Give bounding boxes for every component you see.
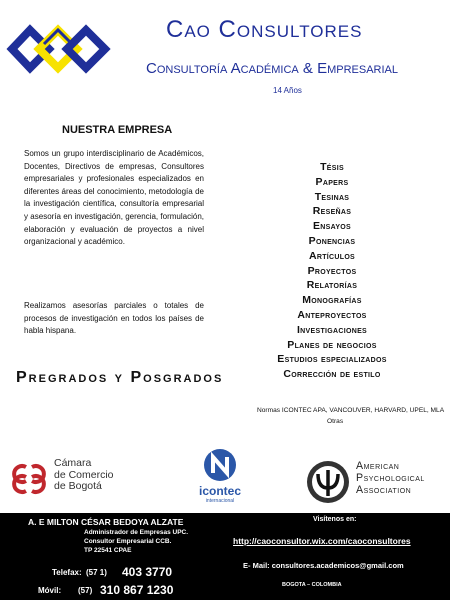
service-item: Ponencias	[308, 234, 356, 247]
contact-footer	[0, 513, 450, 600]
icontec-tagline: internacional	[205, 498, 235, 504]
service-item: Proyectos	[307, 264, 357, 277]
service-item: Artículos	[308, 249, 356, 262]
page-subtitle: Consultoría Académica & Empresarial	[146, 60, 398, 77]
movil-label: Móvil:	[38, 586, 62, 595]
telefax-label: Telefax:	[52, 568, 82, 577]
normas-text: Normas ICONTEC APA, VANCOUVER, HARVARD, UPEL, MLA	[257, 407, 445, 414]
service-item: Ensayos	[312, 220, 352, 233]
contact-license: TP 22541 CPAE	[84, 547, 132, 554]
icontec-emblem-icon	[203, 448, 237, 482]
city-text: BOGOTA – COLOMBIA	[282, 582, 342, 588]
apa-line: Association	[356, 484, 412, 496]
psi-emblem-icon	[306, 460, 350, 504]
grados-heading: Pregrados y Posgrados	[16, 369, 224, 386]
about-heading: NUESTRA EMPRESA	[62, 124, 173, 136]
ccb-line: de Bogotá	[54, 480, 102, 492]
contact-name: A. E MILTON CÉSAR BEDOYA ALZATE	[28, 517, 184, 527]
cao-logo-icon	[6, 16, 112, 82]
ccb-line: Cámara	[54, 457, 92, 469]
apa-line: Psychological	[356, 472, 425, 484]
contact-role-2: Consultor Empresarial CCB.	[84, 538, 172, 545]
ccb-line: de Comercio	[54, 468, 114, 481]
years-label: 14 Años	[273, 86, 302, 95]
ccb-emblem-icon	[8, 459, 50, 495]
service-item: Papers	[315, 175, 349, 188]
website-link[interactable]: http://caoconsultor.wix.com/caoconsultores	[233, 536, 411, 546]
movil-code: (57)	[78, 586, 93, 595]
about-paragraph-2: Realizamos asesorías parciales o totales de procesos de investigación en todos los países de habla hispana.	[24, 301, 204, 336]
movil-number: 310 867 1230	[100, 583, 174, 597]
service-item: Monografías	[302, 294, 362, 307]
page-title: Cao Consultores	[166, 16, 363, 43]
email-text[interactable]: E- Mail: consultores.academicos@gmail.com	[243, 561, 404, 570]
apa-logo	[304, 458, 448, 508]
telefax-code: (57 1)	[86, 568, 107, 577]
service-item: Reseñas	[312, 205, 352, 218]
service-item: Tesinas	[314, 190, 350, 203]
contact-role: Administrador de Empresas UPC.	[84, 529, 189, 536]
otras-text: Otras	[327, 418, 344, 425]
service-item: Anteproyectos	[297, 308, 367, 321]
service-item: Corrección de estilo	[283, 368, 381, 381]
icontec-name: icontec	[198, 484, 241, 498]
service-item: Planes de negocios	[287, 338, 377, 351]
service-item: Tésis	[320, 161, 344, 173]
icontec-logo	[188, 448, 252, 508]
service-item: Investigaciones	[296, 323, 368, 336]
service-item: Estudios especializados	[277, 353, 387, 366]
services-list	[262, 160, 402, 382]
service-item: Relatorías	[306, 279, 358, 292]
camara-comercio-logo	[8, 455, 158, 505]
apa-line: American	[356, 460, 400, 472]
telefax-number: 403 3770	[122, 565, 173, 579]
visit-label: Visítenos en:	[313, 516, 357, 523]
about-paragraph: Somos un grupo interdisciplinario de Académicos, Docentes, Directivos de empresas, Consultores empresariales y profesionales especializados en diferentes áreas del conocimiento, metodología de la investigación científica, consultoría empresarial y asesoría en investigación, gerencia, formulación, elaboración y evaluación de proyectos a nivel organizacional y académico.	[24, 149, 204, 247]
